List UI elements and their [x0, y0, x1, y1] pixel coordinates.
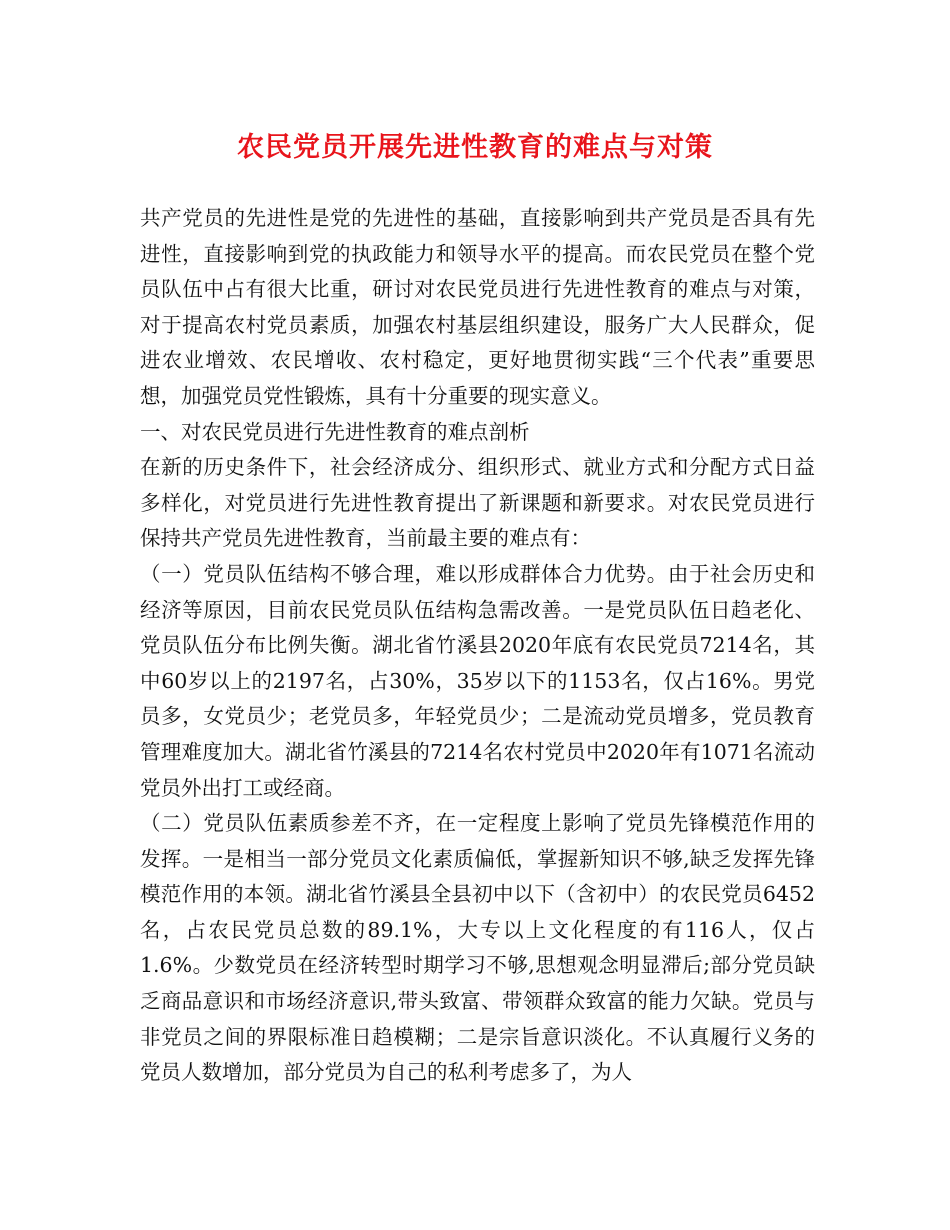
document-body: [140, 201, 815, 1091]
point-2-paragraph: （二）党员队伍素质参差不齐，在一定程度上影响了党员先锋模范作用的发挥。一是相当一部分党员文化素质偏低，掌握新知识不够,缺乏发挥先锋模范作用的本领。湖北省竹溪县全县初中以下（含初中）的农民党员6452名，占农民党员总数的89.1%，大专以上文化程度的有116人，仅占1.6%。少数党员在经济转型时期学习不够,思想观念明显滞后;部分党员缺乏商品意识和市场经济意识,带头致富、带领群众致富的能力欠缺。党员与非党员之间的界限标准日趋模糊；二是宗旨意识淡化。不认真履行义务的党员人数增加，部分党员为自己的私利考虑多了，为人: [140, 811, 815, 1085]
intro-paragraph: 共产党员的先进性是党的先进性的基础，直接影响到共产党员是否具有先进性，直接影响到党的执政能力和领导水平的提高。而农民党员在整个党员队伍中占有很大比重，研讨对农民党员进行先进性教育的难点与对策，对于提高农村党员素质，加强农村基层组织建设，服务广大人民群众，促进农业增效、农民增收、农村稳定，更好地贯彻实践“三个代表”重要思想，加强党员党性锻炼，具有十分重要的现实意义。: [140, 206, 815, 408]
section-heading-1: 一、对农民党员进行先进性教育的难点剖析: [140, 419, 530, 444]
document-title: 农民党员开展先进性教育的难点与对策: [237, 132, 713, 163]
point-1-paragraph: （一）党员队伍结构不够合理，难以形成群体合力优势。由于社会历史和经济等原因，目前农民党员队伍结构急需改善。一是党员队伍日趋老化、党员队伍分布比例失衡。湖北省竹溪县2020年底有农民党员7214名，其中60岁以上的2197名，占30%，35岁以下的1153名，仅占16%。男党员多，女党员少；老党员多，年轻党员少；二是流动党员增多，党员教育管理难度加大。湖北省竹溪县的7214名农村党员中2020年有1071名流动党员外出打工或经商。: [140, 561, 815, 800]
section-intro-paragraph: 在新的历史条件下，社会经济成分、组织形式、就业方式和分配方式日益多样化，对党员进行先进性教育提出了新课题和新要求。对农民党员进行保持共产党员先进性教育，当前最主要的难点有：: [140, 455, 815, 551]
